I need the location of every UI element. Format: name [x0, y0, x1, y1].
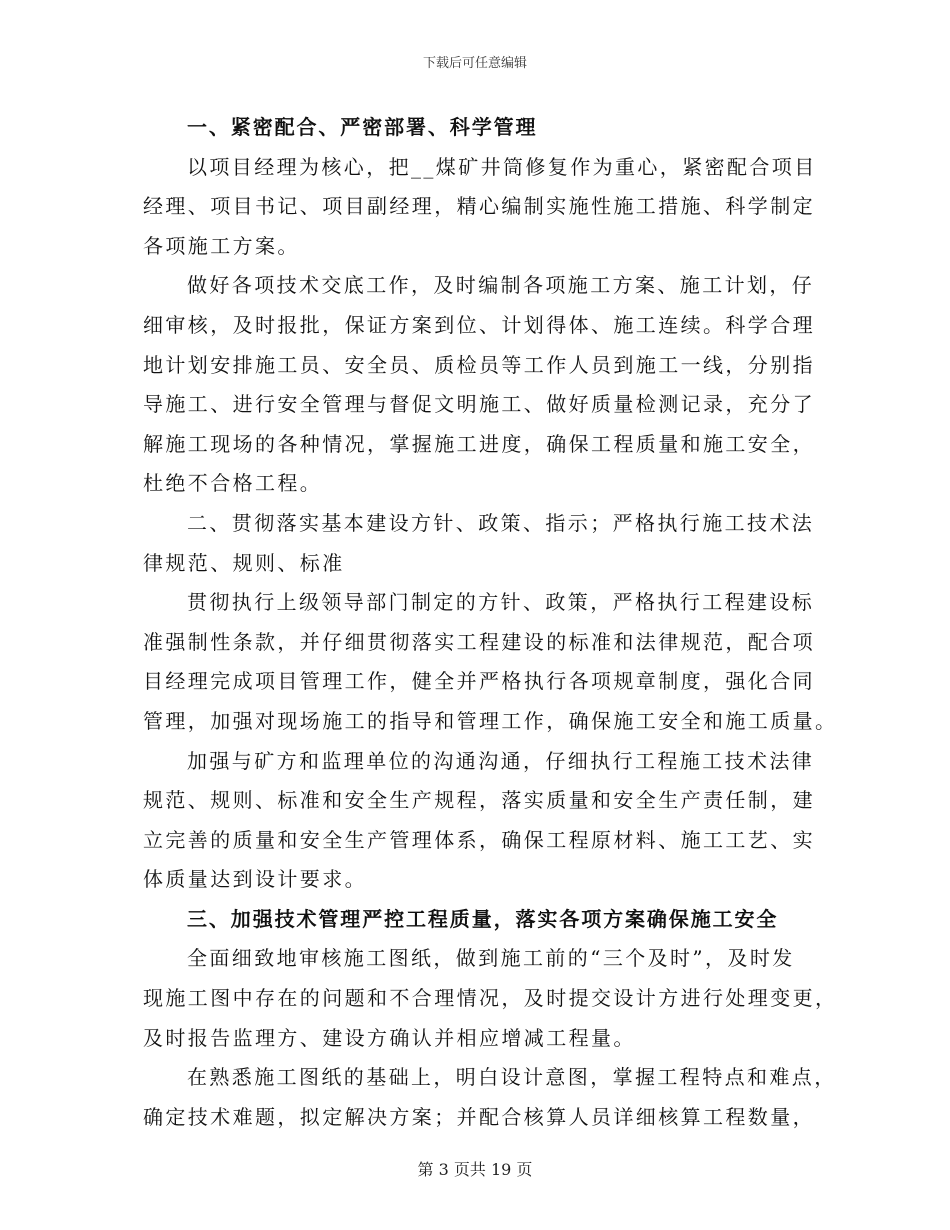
text-line: 律规范、规则、标准 [143, 550, 345, 575]
text-line: 一、紧密配合、严密部署、科学管理 [187, 115, 538, 139]
text-line: 杜绝不合格工程。 [143, 471, 323, 496]
text-line: 目经理完成项目管理工作，健全并严格执行各项规章制度，强化合同 [143, 669, 815, 694]
document-body [143, 108, 838, 1137]
text-line: 各项施工方案。 [143, 233, 300, 258]
text-line: 规范、规则、标准和安全生产规程，落实质量和安全生产责任制，建 [143, 788, 815, 813]
text-line: 及时报告监理方、建设方确认并相应增减工程量。 [143, 1025, 636, 1050]
text-line: 细审核，及时报批，保证方案到位、计划得体、施工连续。科学合理 [143, 312, 815, 337]
text-line: 三、加强技术管理严控工程质量，落实各项方案确保施工安全 [187, 906, 779, 931]
text-line: 体质量达到设计要求。 [143, 867, 367, 892]
text-line: 解施工现场的各种情况，掌握施工进度，确保工程质量和施工安全， [143, 431, 815, 456]
page-footer: 第 3 页共 19 页 [417, 1160, 533, 1179]
text-line: 确定技术难题，拟定解决方案；并配合核算人员详细核算工程数量， [143, 1104, 815, 1129]
text-line: 加强与矿方和监理单位的沟通沟通，仔细执行工程施工技术法律 [187, 748, 815, 773]
text-line: 地计划安排施工员、安全员、质检员等工作人员到施工一线，分别指 [143, 352, 815, 377]
text-line: 以项目经理为核心，把__煤矿井筒修复作为重心，紧密配合项目 [187, 154, 817, 179]
text-line: 准强制性条款，并仔细贯彻落实工程建设的标准和法律规范，配合项 [143, 629, 815, 654]
text-line: 管理，加强对现场施工的指导和管理工作，确保施工安全和施工质量。 [143, 708, 838, 733]
text-line: 导施工、进行安全管理与督促文明施工、做好质量检测记录，充分了 [143, 392, 815, 417]
text-line: 经理、项目书记、项目副经理，精心编制实施性施工措施、科学制定 [143, 194, 815, 219]
text-line: 贯彻执行上级领导部门制定的方针、政策，严格执行工程建设标 [187, 590, 815, 615]
text-line: 二、贯彻落实基本建设方针、政策、指示；严格执行施工技术法 [187, 510, 815, 535]
text-line: 现施工图中存在的问题和不合理情况，及时提交设计方进行处理变更， [143, 986, 838, 1011]
page-header: 下载后可任意编辑 [422, 56, 527, 71]
text-line: 做好各项技术交底工作，及时编制各项施工方案、施工计划，仔 [187, 273, 815, 298]
text-line: 在熟悉施工图纸的基础上，明白设计意图，掌握工程特点和难点， [187, 1065, 837, 1090]
text-line: 立完善的质量和安全生产管理体系，确保工程原材料、施工工艺、实 [143, 827, 815, 852]
text-line: 全面细致地审核施工图纸，做到施工前的“三个及时”，及时发 [187, 946, 795, 971]
